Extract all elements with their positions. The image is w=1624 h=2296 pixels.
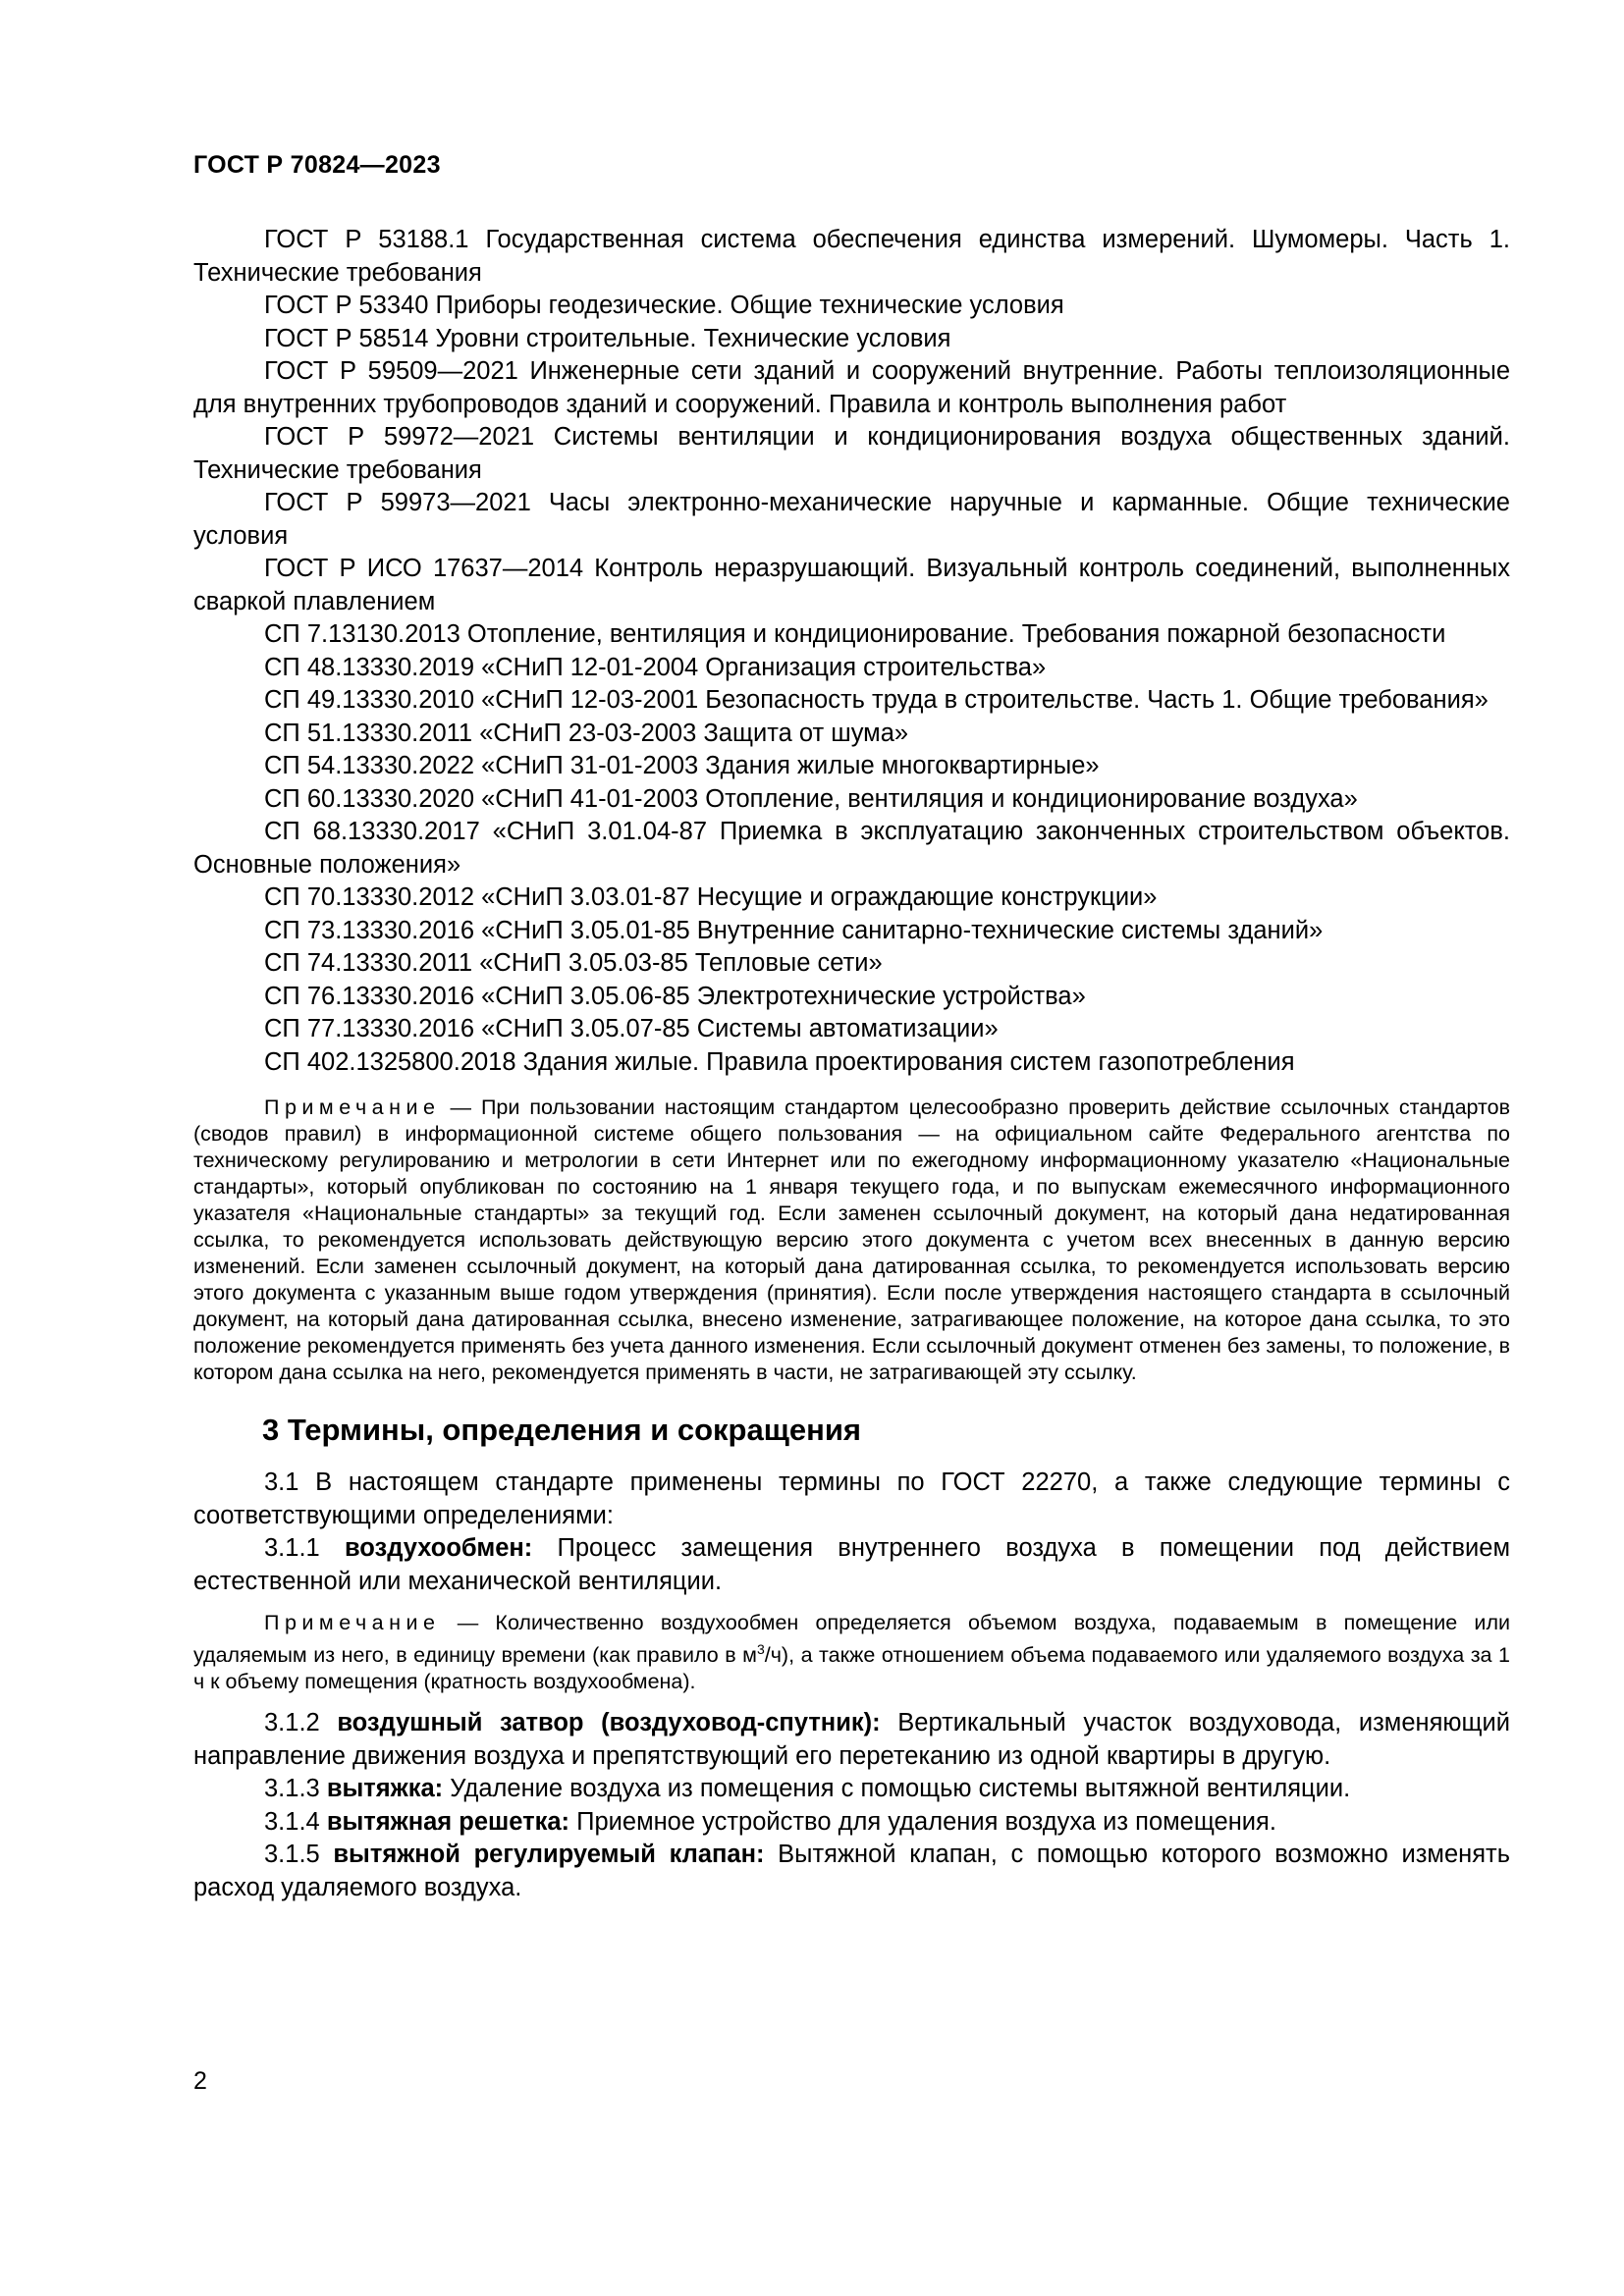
reference-item: СП 402.1325800.2018 Здания жилые. Правила проектирования систем газопотребления xyxy=(264,1047,1295,1076)
document-header: ГОСТ Р 70824—2023 xyxy=(193,151,441,179)
reference-item: СП 76.13330.2016 «СНиП 3.05.06-85 Электротехнические устройства» xyxy=(264,982,1086,1010)
term-name: вытяжной регулируемый клапан: xyxy=(333,1841,765,1869)
term-definition: Процесс замещения внутреннего воздуха в помещении под действием естественной или механической вентиляции. xyxy=(193,1534,1510,1595)
reference-item: СП 49.13330.2010 «СНиП 12-03-2001 Безопасность труда в строительстве. Часть 1. Общие требования» xyxy=(264,686,1489,714)
reference-item: ГОСТ Р ИСО 17637—2014 Контроль неразрушающий. Визуальный контроль соединений, выполненных сваркой плавлением xyxy=(193,555,1510,615)
term-name: воздушный затвор (воздуховод-спутник): xyxy=(337,1709,881,1737)
reference-item: ГОСТ Р 58514 Уровни строительные. Технические условия xyxy=(264,324,951,352)
reference-item: СП 77.13330.2016 «СНиП 3.05.07-85 Системы автоматизации» xyxy=(264,1015,999,1042)
reference-item: СП 70.13330.2012 «СНиП 3.03.01-87 Несущие и ограждающие конструкции» xyxy=(264,883,1158,911)
term-3-1-1 xyxy=(193,1532,1510,1598)
note-text: — При пользовании настоящим стандартом целесообразно проверить действие ссылочных стандартов (сводов правил) в информационной системе общего пользования — на официальном сайте Федерального агентства по техническому регулированию и метрологии в сети Интернет или по ежегодному информационному указателю «Национальные стандарты», который опубликован по состоянию на 1 января текущего года, и по выпускам ежемесячного информационного указателя «Национальные стандарты» за текущий год. Если заменен ссылочный документ, на который дана недатированная ссылка, то рекомендуется использовать действующую версию этого документа с учетом всех внесенных в данную версию изменений. Если заменен ссылочный документ, на который дана датированная ссылка, то рекомендуется использовать версию этого документа с указанным выше годом утверждения (принятия). Если после утверждения настоящего стандарта в ссылочный документ, на который дана датированная ссылка, внесено изменение, затрагивающее положение, на которое дана ссылка, то это положение рекомендуется применять без учета данного изменения. Если ссылочный документ отменен без замены, то положение, в котором дана ссылка на него, рекомендуется применять в части, не затрагивающей эту ссылку. xyxy=(193,1095,1510,1384)
reference-item: СП 68.13330.2017 «СНиП 3.01.04-87 Приемка в эксплуатацию законченных строительством объектов. Основные положения» xyxy=(193,818,1510,879)
term-note xyxy=(193,1610,1510,1695)
reference-item: СП 73.13330.2016 «СНиП 3.05.01-85 Внутренние санитарно-технические системы зданий» xyxy=(264,916,1324,944)
reference-item: СП 51.13330.2011 «СНиП 23-03-2003 Защита от шума» xyxy=(264,719,909,747)
term-definition: Приемное устройство для удаления воздуха из помещения. xyxy=(569,1807,1276,1836)
term-definition: Вертикальный участок воздуховода, изменяющий направление движения воздуха и препятствующий его перетеканию из одной квартиры в другую. xyxy=(193,1709,1510,1770)
note-label: Примечание xyxy=(264,1611,441,1634)
term-number: 3.1.3 xyxy=(264,1775,327,1803)
page-number: 2 xyxy=(193,2067,207,2095)
reference-item: ГОСТ Р 59972—2021 Системы вентиляции и кондиционирования воздуха общественных зданий. Технические требования xyxy=(193,423,1510,484)
reference-note xyxy=(193,1095,1510,1386)
section-heading: 3 Термины, определения и сокращения xyxy=(262,1413,861,1447)
term-name: воздухообмен: xyxy=(344,1534,533,1562)
note-text-part-b: /ч), а также отношением объема подаваемого или удаляемого воздуха за 1 ч к объему помещения (кратность воздухообмена). xyxy=(193,1643,1510,1694)
term-definition: Удаление воздуха из помещения с помощью системы вытяжной вентиляции. xyxy=(443,1775,1351,1803)
reference-item: ГОСТ Р 53188.1 Государственная система обеспечения единства измерений. Шумомеры. Часть 1. Технические требования xyxy=(193,226,1510,287)
reference-item: СП 7.13130.2013 Отопление, вентиляция и кондиционирование. Требования пожарной безопасности xyxy=(264,620,1446,648)
reference-item: ГОСТ Р 59973—2021 Часы электронно-механические наручные и карманные. Общие технические условия xyxy=(193,489,1510,550)
term-number: 3.1.2 xyxy=(264,1709,338,1737)
term-3-1-5 xyxy=(193,1839,1510,1904)
note-label: Примечание xyxy=(264,1095,441,1119)
term-name: вытяжка: xyxy=(326,1775,444,1803)
section-intro: 3.1 В настоящем стандарте применены термины по ГОСТ 22270, а также следующие термины с соответствующими определениями: xyxy=(193,1468,1510,1529)
term-number: 3.1.5 xyxy=(264,1841,334,1869)
note-text-part-a: — Количественно воздухообмен определяется объемом воздуха, подаваемым в помещение или удаляемым из него, в единицу времени (как правило в м xyxy=(193,1611,1510,1668)
term-number: 3.1.1 xyxy=(264,1534,345,1562)
term-number: 3.1.4 xyxy=(264,1807,327,1836)
page-content xyxy=(193,224,1510,1904)
term-3-1-2 xyxy=(193,1707,1510,1773)
term-3-1-4 xyxy=(193,1806,1510,1840)
reference-item: СП 60.13330.2020 «СНиП 41-01-2003 Отопление, вентиляция и кондиционирование воздуха» xyxy=(264,784,1358,813)
term-3-1-3 xyxy=(193,1773,1510,1806)
term-name: вытяжная решетка: xyxy=(326,1807,570,1836)
reference-item: СП 48.13330.2019 «СНиП 12-01-2004 Организация строительства» xyxy=(264,653,1047,681)
reference-item: СП 74.13330.2011 «СНиП 3.05.03-85 Тепловые сети» xyxy=(264,949,883,977)
reference-item: ГОСТ Р 59509—2021 Инженерные сети зданий и сооружений внутренние. Работы теплоизоляционные для внутренних трубопроводов зданий и сооружений. Правила и контроль выполнения работ xyxy=(193,357,1510,418)
reference-item: СП 54.13330.2022 «СНиП 31-01-2003 Здания жилые многоквартирные» xyxy=(264,752,1100,779)
note-superscript: 3 xyxy=(756,1641,765,1657)
term-definition: Вытяжной клапан, с помощью которого возможно изменять расход удаляемого воздуха. xyxy=(193,1841,1510,1901)
reference-list xyxy=(193,224,1510,1079)
reference-item: ГОСТ Р 53340 Приборы геодезические. Общие технические условия xyxy=(264,292,1064,319)
